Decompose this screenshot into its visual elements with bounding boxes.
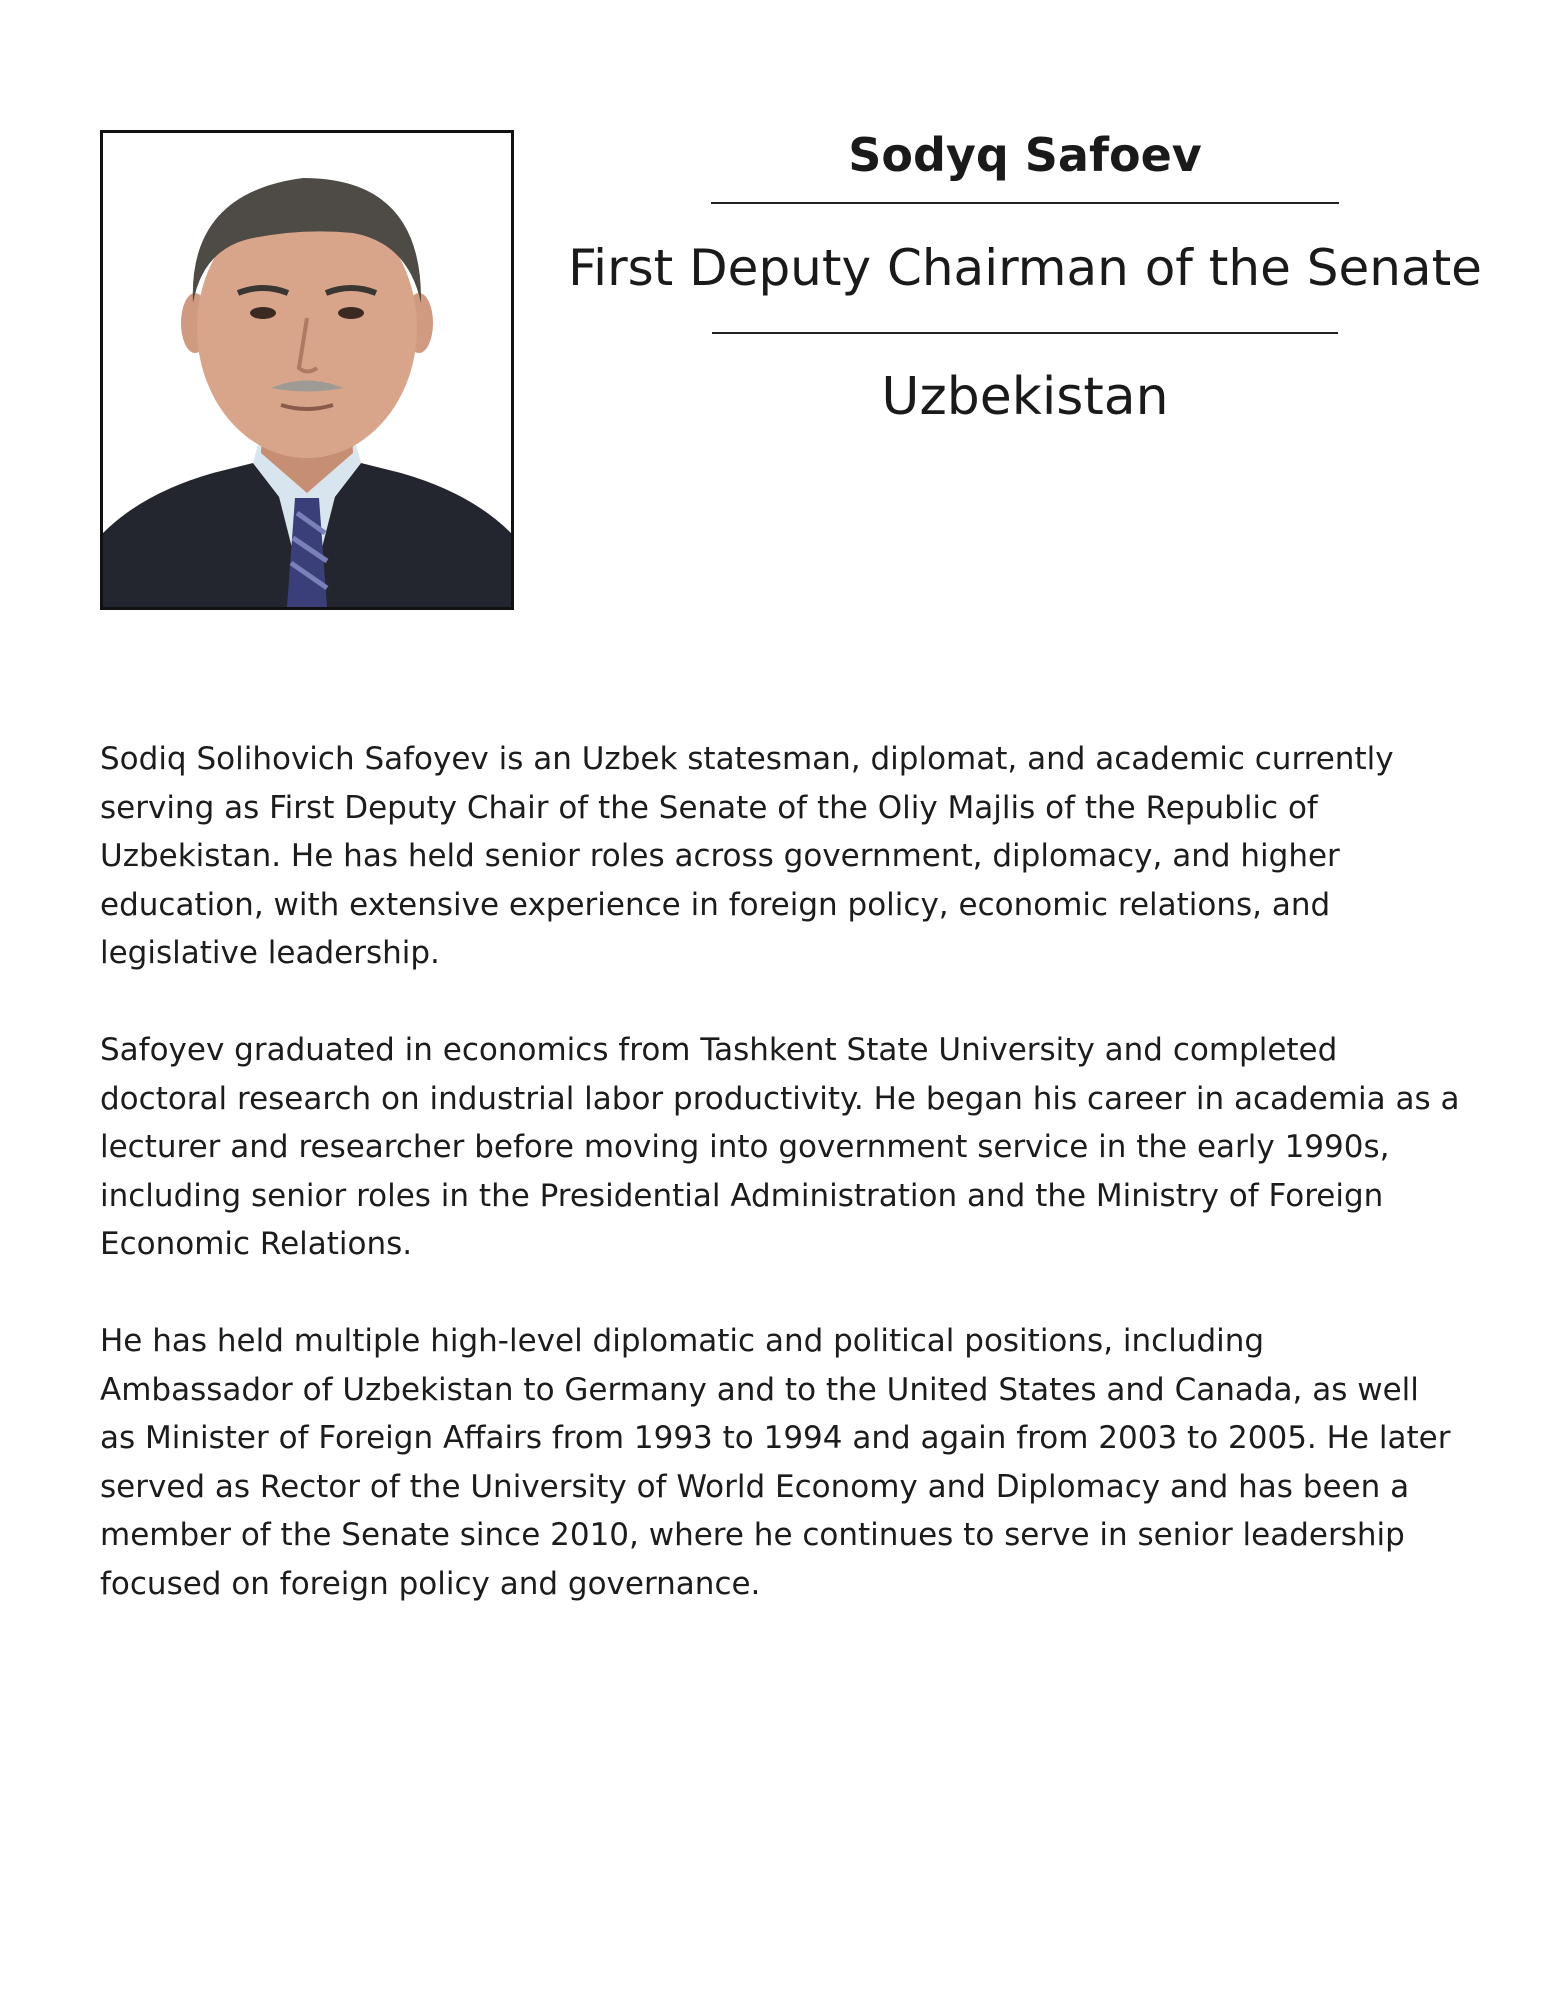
portrait-photo <box>100 130 514 610</box>
person-name: Sodyq Safoev <box>848 128 1202 182</box>
person-country: Uzbekistan <box>881 367 1169 427</box>
biography <box>100 735 1460 1657</box>
bio-paragraph: Sodiq Solihovich Safoyev is an Uzbek statesman, diplomat, and academic currently serving as First Deputy Chair of the Senate of the Oliy Majlis of the Republic of Uzbekistan. He has held senior roles across government, diplomacy, and higher education, with extensive experience in foreign policy, economic relations, and legislative leadership. <box>100 741 1394 971</box>
portrait-illustration <box>103 133 511 607</box>
divider-line <box>712 332 1338 334</box>
bio-paragraph: Safoyev graduated in economics from Tashkent State University and completed doctoral research on industrial labor productivity. He began his career in academia as a lecturer and researcher before moving into government service in the early 1990s, including senior roles in the Presidential Administration and the Ministry of Foreign Economic Relations. <box>100 1032 1460 1262</box>
divider-line <box>711 202 1339 204</box>
header-block <box>560 120 1490 432</box>
person-title: First Deputy Chairman of the Senate <box>568 239 1482 297</box>
bio-paragraph: He has held multiple high-level diplomatic and political positions, including Ambassador of Uzbekistan to Germany and to the United States and Canada, as well as Minister of Foreign Affairs from 1993 to 1994 and again from 2003 to 2005. He later served as Rector of the University of World Economy and Diplomacy and has been a member of the Senate since 2010, where he continues to serve in senior leadership focused on foreign policy and governance. <box>100 1323 1451 1602</box>
